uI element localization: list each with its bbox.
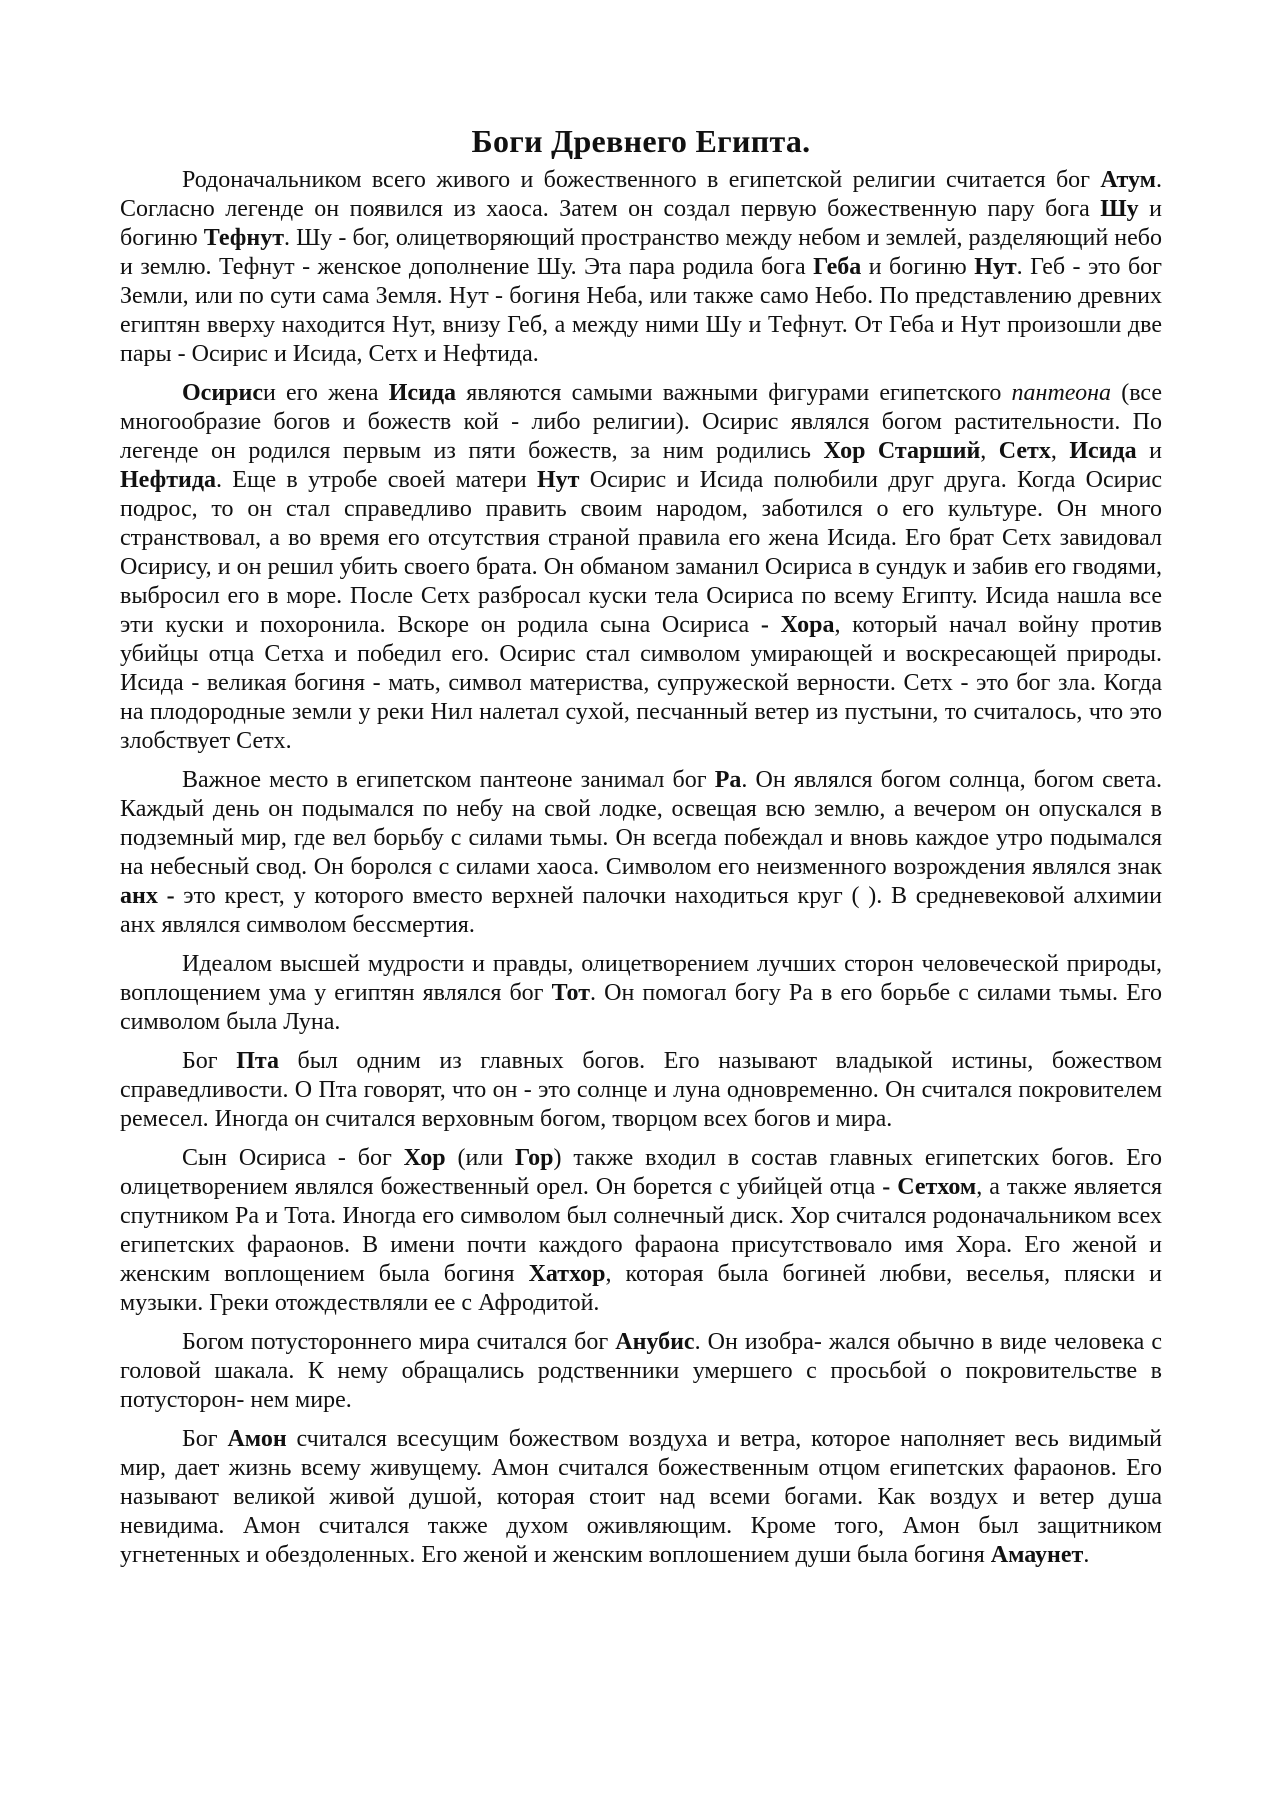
bold-term: Нут — [537, 467, 580, 493]
italic-term: пантеона — [1011, 380, 1112, 406]
bold-term: Анубис — [615, 1329, 695, 1355]
bold-term: Хор Старший — [823, 438, 981, 464]
paragraph — [120, 766, 1162, 940]
text-run: Идеалом высшей мудрости и правды, олицетворением лучших сторон человеческой природы, воплощением ума у египтян являлся бог — [120, 951, 1162, 1006]
paragraph — [120, 1328, 1162, 1415]
bold-term: Сетх — [998, 438, 1051, 464]
bold-term: Атум — [1100, 167, 1156, 193]
text-run: . Он являлся богом солнца, богом света. Каждый день он подымался по небу на свой лодке, освещая всю землю, а вечером он опускался в подземный мир, где вел борьбу с силами тьмы. Он всегда побеждал и вновь каждое утро подымался на небесный свод. Он боролся с силами хаоса. Символом его неизменного возрождения являлся знак — [120, 767, 1163, 880]
bold-term: Нут — [974, 254, 1017, 280]
bold-term: анх - — [120, 883, 175, 909]
document-page — [120, 122, 1162, 1580]
bold-term: Ра — [714, 767, 742, 793]
bold-term: Тефнут — [203, 225, 285, 251]
bold-term: Тот — [551, 980, 591, 1006]
text-run: , — [1050, 438, 1070, 464]
text-run: это крест, у которого вместо верхней палочки находиться круг ( ). В средневековой алхимии анх являлся символом бессмертия. — [120, 883, 1162, 938]
text-run: Важное место в египетском пантеоне занимал бог — [182, 767, 715, 793]
paragraph — [120, 1144, 1162, 1318]
bold-term: - Хора — [760, 612, 835, 638]
bold-term: Хор — [403, 1145, 446, 1171]
text-run: , а также является спутником Ра и Тота. Иногда его символом был солнечный диск. Хор считался родоначальником всех египетских фараонов. В имени почти каждого фараона присутствовало имя Хора. Его женой и женским воплощением была богиня — [120, 1174, 1163, 1287]
bold-term: Гор — [514, 1145, 554, 1171]
text-run: , которая была богиней любви, веселья, пляски и музыки. Греки отождествляли ее с Афродитой. — [120, 1261, 1163, 1316]
bold-term: Исида — [1069, 438, 1137, 464]
text-run: Богом потустороннего мира считался бог — [182, 1329, 616, 1355]
bold-term: Шу — [1100, 196, 1139, 222]
text-run: . Шу - бог, олицетворяющий пространство между небом и землей, разделяющий небо и землю. Тефнут - женское дополнение Шу. Эта пара родила бога — [120, 225, 1162, 280]
text-run: и — [1136, 438, 1162, 464]
text-run: считался всесущим божеством воздуха и ветра, которое наполняет весь видимый мир, дает жизнь всему живущему. Амон считался божественным отцом египетских фараонов. Его называют великой живой душой, которая стоит над всеми богами. Как воздух и ветер душа невидима. Амон считался также духом оживляющим. Кроме того, Амон был защитником угнетенных и обездоленных. Его женой и женским воплошением души была богиня — [120, 1426, 1162, 1568]
bold-term: Исида — [388, 380, 457, 406]
bold-term: Хатхор — [528, 1261, 606, 1287]
text-run: . Еще в утробе своей матери — [215, 467, 538, 493]
text-run: (или — [445, 1145, 515, 1171]
text-run: Бог — [182, 1426, 228, 1452]
bold-term: - Сетхом — [882, 1174, 977, 1200]
text-run: Осирис и Исида полюбили друг друга. Когда Осирис подрос, то он стал справедливо править своим народом, заботился о его культуре. Он много странствовал, а во время его отсутствия страной правила его жена Исида. Его брат Сетх завидовал Осирису, и он решил убить своего брата. Он обманом заманил Осириса в сундук и забив его гводями, выбросил его в море. После Сетх разбросал куски тела Осириса по всему Египту. Исида нашла все эти куски и похоронила. Вскоре он родила сына Осириса — [120, 467, 1162, 638]
paragraph — [120, 1425, 1162, 1570]
paragraph — [120, 1047, 1162, 1134]
text-run: . — [1083, 1542, 1090, 1568]
text-run: , который начал войну против убийцы отца Сетха и победил его. Осирис стал символом умирающей и воскресающей природы. Исида - великая богиня - мать, символ материства, супружеской верности. Сетх - это бог зла. Когда на плодородные земли у реки Нил налетал сухой, песчанный ветер из пустыни, то считалось, что это злобствует Сетх. — [120, 612, 1163, 754]
bold-term: Геба — [813, 254, 862, 280]
text-run: был одним из главных богов. Его называют владыкой истины, божеством справедливости. О Пта говорят, что он - это солнце и луна одновременно. Он считался покровителем ремесел. Иногда он считался верховным богом, творцом всех богов и мира. — [120, 1048, 1163, 1132]
text-run: . Он изобра- жался обычно в виде человека с головой шакала. К нему обращались родственники умершего с просьбой о покровительстве в потусторон- нем мире. — [120, 1329, 1163, 1413]
text-run: и богиню — [861, 254, 975, 280]
text-run: . Согласно легенде он появился из хаоса. Затем он создал первую божественную пару бога — [120, 167, 1162, 222]
paragraph — [120, 166, 1162, 369]
text-run: являются самыми важными фигурами египетского — [456, 380, 1012, 406]
bold-term: Амон — [227, 1426, 287, 1452]
text-run: и богиню — [120, 196, 1163, 251]
text-run: Сын Осириса - бог — [182, 1145, 404, 1171]
bold-term: Пта — [236, 1048, 279, 1074]
document-body — [120, 166, 1162, 1570]
text-run: Бог — [182, 1048, 237, 1074]
text-run: . Он помогал богу Ра в его борьбе с силами тьмы. Его символом была Луна. — [120, 980, 1162, 1035]
bold-term: Нефтида — [120, 467, 216, 493]
paragraph — [120, 950, 1162, 1037]
text-run: (все многообразие богов и божеств кой - либо религии). Осирис являлся богом растительности. По легенде он родился первым из пяти божеств, за ним родились — [120, 380, 1163, 464]
text-run: . Геб - это бог Земли, или по сути сама Земля. Нут - богиня Неба, или также само Небо. По представлению древних египтян вверху находится Нут, внизу Геб, а между ними Шу и Тефнут. От Геба и Нут произошли две пары - Осирис и Исида, Сетх и Нефтида. — [120, 254, 1163, 367]
bold-term: Амаунет — [990, 1542, 1084, 1568]
text-run: и его жена — [262, 380, 389, 406]
page-title: Боги Древнего Египта. — [471, 123, 811, 159]
text-run: ) также входил в состав главных египетских богов. Его олицетворением являлся божественный орел. Он борется с убийцей отца — [120, 1145, 1163, 1200]
paragraph — [120, 379, 1162, 756]
text-run: Родоначальником всего живого и божественного в египетской религии считается бог — [182, 167, 1101, 193]
bold-term: Осирис — [182, 380, 263, 406]
text-run: , — [980, 438, 999, 464]
